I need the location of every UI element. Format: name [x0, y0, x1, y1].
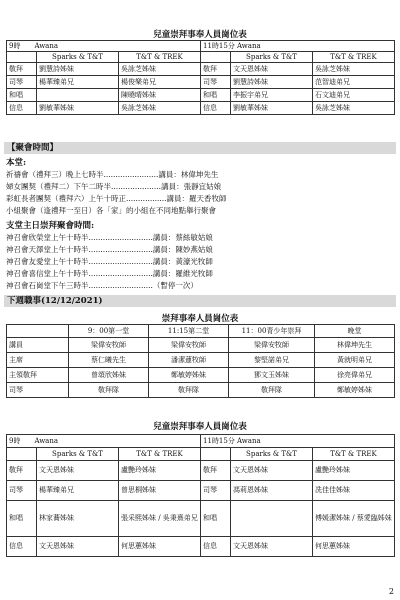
table-row [7, 537, 395, 557]
cell: 石文迪弟兄 [313, 89, 395, 102]
cell: 敬拜 [201, 461, 231, 481]
table-row [7, 481, 395, 501]
cell: 吳詠芝姊妹 [313, 63, 395, 76]
kids-roster-right-time: 11時15分 Awana [201, 435, 395, 448]
cell [231, 501, 313, 537]
table-row [7, 89, 395, 102]
branch-line: 神召會喜信堂上午十時半...........................講員：羅維光牧師 [6, 269, 213, 278]
service-roster-table [6, 324, 395, 398]
kids-roster-table-2 [6, 434, 395, 557]
branch-line: 神召會友愛堂上午十時半...........................講員：黃濠光牧師 [6, 257, 213, 266]
cell: 講員 [7, 338, 69, 353]
cell: 盧艷玲姊妹 [313, 461, 395, 481]
table-header-row [7, 325, 395, 338]
cell: 司琴 [7, 76, 37, 89]
cell [37, 89, 119, 102]
cell: 李振宇弟兄 [231, 89, 313, 102]
cell: 主席 [7, 353, 69, 368]
main-church-title: 本堂: [6, 158, 27, 168]
cell [201, 52, 231, 63]
cell: 劉敏華姊妹 [37, 102, 119, 115]
cell: 梁偉安牧師 [149, 338, 229, 353]
cell: 梁偉安牧師 [229, 338, 315, 353]
cell: Sparks & T&T [231, 448, 313, 461]
cell: 和唱 [201, 89, 231, 102]
cell: 敬拜 [7, 461, 37, 481]
table-row [7, 63, 395, 76]
cell: 文天恩姊妹 [37, 537, 119, 557]
cell: 敬拜 [201, 63, 231, 76]
cell: 劉慧詩姊妹 [231, 76, 313, 89]
kids-roster-left-time: 9時 Awana [7, 41, 201, 52]
kids-roster-left-time: 9時 Awana [7, 435, 201, 448]
cell: 冼佳佳姊妹 [313, 481, 395, 501]
cell: 馮莉恩姊妹 [231, 481, 313, 501]
cell: 信息 [201, 537, 231, 557]
cell: 黃就明弟兄 [315, 353, 395, 368]
cell: 和唱 [7, 501, 37, 537]
cell: 梁偉安牧師 [69, 338, 149, 353]
cell: 吳詠芝姊妹 [313, 102, 395, 115]
table-row [7, 368, 395, 383]
cell: T&T & TREK [313, 52, 395, 63]
cell: Sparks & T&T [37, 448, 119, 461]
cell: 林偉坤先生 [315, 338, 395, 353]
cell: 楊俊樂弟兄 [119, 76, 201, 89]
cell: 敬拜 [7, 63, 37, 76]
kids-roster-title-2: 兒童崇拜事奉人員崗位表 [153, 422, 247, 432]
cell: 張采熙姊妹 / 吳秉熹弟兄 [119, 501, 201, 537]
cell: 劉慧詩姊妹 [37, 63, 119, 76]
cell: Sparks & T&T [231, 52, 313, 63]
cell: 范智迪弟兄 [313, 76, 395, 89]
branch-line: 神召會石崗堂下午三時半...........................（暫停一次） [6, 281, 198, 290]
cell: 何思蕙姊妹 [313, 537, 395, 557]
table-row [7, 461, 395, 481]
cell: 楊華臻弟兄 [37, 481, 119, 501]
cell: 曾頌欣姊妹 [69, 368, 149, 383]
cell: 信息 [7, 537, 37, 557]
service-roster-title: 崇拜事奉人員崗位表 [161, 314, 239, 324]
cell: 主領敬拜 [7, 368, 69, 383]
table-row [7, 76, 395, 89]
cell: T&T & TREK [313, 448, 395, 461]
cell: 黎堅諾弟兄 [229, 353, 315, 368]
schedule-line: 彩虹長者團契（禮拜六）上午十時正.................講員：羅天香牧師 [6, 194, 227, 203]
cell: 鄭敏婷姊妹 [149, 368, 229, 383]
page-number: 2 [388, 587, 394, 596]
cell: 鄧文玉姊妹 [229, 368, 315, 383]
cell: 敬拜隊 [69, 383, 149, 398]
cell: 敬拜隊 [229, 383, 315, 398]
cell: 傅媛潔姊妹 / 蔡愛臨姊妹 [313, 501, 395, 537]
cell: 林家蕎姊妹 [37, 501, 119, 537]
kids-roster-table [6, 40, 395, 115]
schedule-line: 祈禱會（禮拜三）晚上七時半.......................講員：林偉坤先生 [6, 170, 219, 179]
cell: 蔡仁曦先生 [69, 353, 149, 368]
cell: 鄭敏婷姊妹 [315, 383, 395, 398]
branch-line: 神召會天澤堂上午十時半...........................講員：陳妙燕姑娘 [6, 245, 213, 254]
cell: 文天恩姊妹 [37, 461, 119, 481]
cell: 信息 [7, 102, 37, 115]
cell: 吳詠芝姊妹 [119, 63, 201, 76]
cell [7, 448, 37, 461]
column-header: 11:15第二堂 [149, 325, 229, 338]
cell: 何思蕙姊妹 [119, 537, 201, 557]
cell: 信息 [201, 102, 231, 115]
branch-title: 支堂主日崇拜聚會時間: [6, 221, 95, 231]
cell: 敬拜隊 [149, 383, 229, 398]
table-row [7, 338, 395, 353]
column-header: 11：00青少年崇拜 [229, 325, 315, 338]
table-row [7, 501, 395, 537]
cell: 文天恩姊妹 [231, 537, 313, 557]
cell: 徐亮偉弟兄 [315, 368, 395, 383]
cell: 文天恩姊妹 [231, 461, 313, 481]
cell: T&T & TREK [119, 448, 201, 461]
kids-roster-right-time: 11時15分 Awana [201, 41, 395, 52]
cell [201, 448, 231, 461]
next-week-header: 下週職事(12/12/2021) [4, 295, 396, 307]
cell: 吳詠芝姊妹 [119, 102, 201, 115]
cell: T&T & TREK [119, 52, 201, 63]
cell: 司琴 [7, 481, 37, 501]
cell: 盧艷玲姊妹 [119, 461, 201, 481]
cell: 司琴 [201, 481, 231, 501]
cell: 和唱 [7, 89, 37, 102]
table-row [7, 383, 395, 398]
table-row [7, 102, 395, 115]
cell: 劉敏華姊妹 [231, 102, 313, 115]
cell: 和唱 [201, 501, 231, 537]
cell: 潘潔蓮牧師 [149, 353, 229, 368]
column-header: 晚堂 [315, 325, 395, 338]
kids-roster-title: 兒童崇拜事奉人員崗位表 [153, 30, 247, 40]
gathering-header: 【聚會時間】 [4, 142, 396, 154]
cell: 文天恩姊妹 [231, 63, 313, 76]
cell: 楊華臻弟兄 [37, 76, 119, 89]
cell: Sparks & T&T [37, 52, 119, 63]
column-header: 9：00第一堂 [69, 325, 149, 338]
schedule-line: 小組聚會（逢禮拜一至日）各「家」的小組在不同地點舉行聚會 [6, 206, 216, 215]
cell: 曾思桐姊妹 [119, 481, 201, 501]
cell: 陳曉晴姊妹 [119, 89, 201, 102]
cell [7, 52, 37, 63]
cell: 司琴 [201, 76, 231, 89]
schedule-line: 婦女團契（禮拜二）下午二時半.....................講員：張靜宜姑娘 [6, 182, 222, 191]
cell: 司琴 [7, 383, 69, 398]
branch-line: 神召會欣榮堂上午十時半...........................講員：蔡絲敏姑娘 [6, 233, 213, 242]
table-row [7, 353, 395, 368]
column-header [7, 325, 69, 338]
